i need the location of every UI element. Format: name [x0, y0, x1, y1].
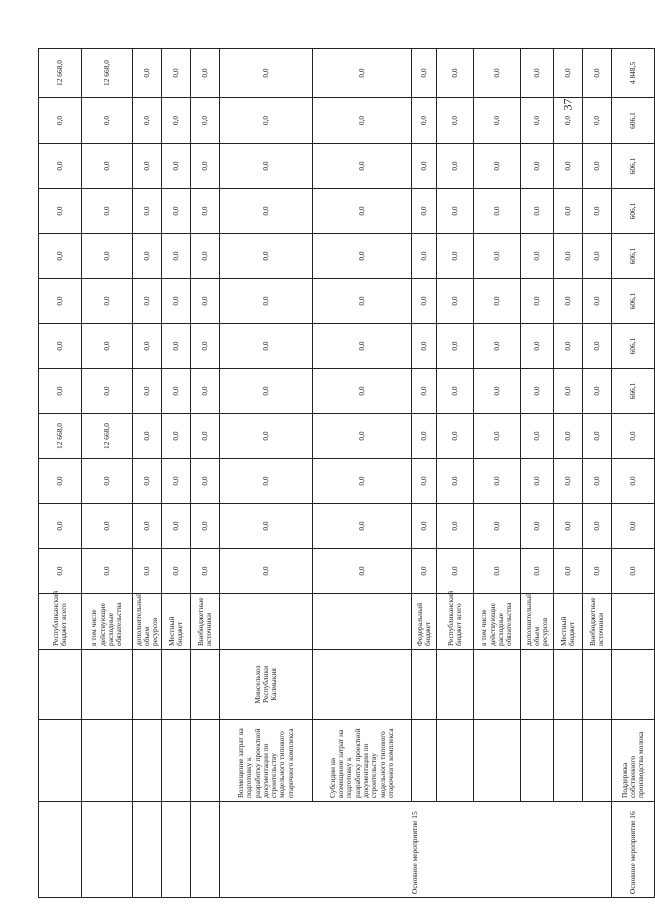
funding-source-label: в том числе действующие расходные обязательства	[82, 594, 133, 650]
value-cell: 0,0	[437, 279, 474, 324]
value-cell: 0,0	[583, 414, 612, 459]
value-cell: 0,0	[133, 49, 162, 98]
executor-cell	[313, 650, 412, 720]
value-cell: 0,0	[437, 369, 474, 414]
value-cell: 0,0	[220, 324, 313, 369]
value-cell: 0,0	[82, 459, 133, 504]
value-cell: 0,0	[191, 414, 220, 459]
value-cell: 0,0	[313, 98, 412, 144]
value-cell: 0,0	[554, 324, 583, 369]
value-cell: 0,0	[39, 98, 82, 144]
value-cell: 0,0	[313, 234, 412, 279]
value-cell: 0,0	[583, 504, 612, 549]
value-cell: 0,0	[82, 144, 133, 189]
funding-source-label: Внебюджетные источники	[191, 594, 220, 650]
table-row	[521, 49, 554, 898]
value-cell: 0,0	[412, 234, 437, 279]
value-cell: 0,0	[39, 189, 82, 234]
value-cell: 0,0	[474, 459, 521, 504]
value-cell: 0,0	[220, 98, 313, 144]
funding-source-label: Федеральный бюджет	[412, 594, 437, 650]
value-cell: 0,0	[412, 189, 437, 234]
value-cell: 0,0	[474, 414, 521, 459]
value-cell: 0,0	[474, 189, 521, 234]
value-cell: 0,0	[191, 144, 220, 189]
item-cell	[437, 720, 474, 802]
value-cell: 0,0	[521, 504, 554, 549]
value-cell: 0,0	[474, 279, 521, 324]
value-cell: 0,0	[133, 324, 162, 369]
value-cell: 0,0	[437, 324, 474, 369]
value-cell: 666,1	[612, 369, 655, 414]
value-cell: 12 668,0	[39, 49, 82, 98]
item-cell	[554, 720, 583, 802]
value-cell: 0,0	[412, 504, 437, 549]
value-cell: 0,0	[191, 234, 220, 279]
funding-source-label: дополнительный объем ресурсов	[521, 594, 554, 650]
value-cell: 0,0	[162, 98, 191, 144]
value-cell: 0,0	[583, 459, 612, 504]
event16-item: Поддержка собственного производства молока	[612, 720, 655, 802]
value-cell: 0,0	[554, 414, 583, 459]
value-cell: 0,0	[474, 49, 521, 98]
value-cell: 0,0	[437, 234, 474, 279]
executor-cell	[39, 650, 82, 720]
value-cell: 606,1	[612, 234, 655, 279]
value-cell: 0,0	[521, 189, 554, 234]
value-cell: 0,0	[313, 324, 412, 369]
event-cell	[191, 802, 220, 898]
event15-label: Основное мероприятие 15	[220, 802, 612, 898]
value-cell: 0,0	[162, 234, 191, 279]
value-cell: 0,0	[437, 414, 474, 459]
table-row	[554, 49, 583, 898]
value-cell: 0,0	[82, 549, 133, 594]
item-cell	[162, 720, 191, 802]
value-cell: 0,0	[521, 324, 554, 369]
value-cell: 0,0	[412, 369, 437, 414]
value-cell: 0,0	[583, 324, 612, 369]
table-row	[583, 49, 612, 898]
value-cell: 0,0	[133, 234, 162, 279]
value-cell: 0,0	[521, 98, 554, 144]
value-cell: 0,0	[554, 279, 583, 324]
value-cell: 0,0	[39, 234, 82, 279]
item-cell	[39, 720, 82, 802]
value-cell: 0,0	[39, 369, 82, 414]
value-cell: 0,0	[412, 459, 437, 504]
value-cell: 0,0	[162, 459, 191, 504]
value-cell: 0,0	[412, 549, 437, 594]
value-cell: 0,0	[521, 459, 554, 504]
value-cell: 0,0	[313, 459, 412, 504]
value-cell: 0,0	[162, 369, 191, 414]
value-cell: 0,0	[474, 369, 521, 414]
value-cell: 0,0	[39, 504, 82, 549]
budget-table	[38, 48, 646, 898]
value-cell: 0,0	[133, 98, 162, 144]
value-cell: 0,0	[412, 324, 437, 369]
table-row	[82, 49, 133, 898]
value-cell: 0,0	[554, 98, 583, 144]
value-cell: 0,0	[313, 189, 412, 234]
value-cell: 12 668,0	[82, 414, 133, 459]
table-row	[220, 49, 313, 898]
value-cell: 0,0	[583, 98, 612, 144]
value-cell: 0,0	[162, 324, 191, 369]
value-cell: 0,0	[583, 49, 612, 98]
value-cell: 0,0	[191, 49, 220, 98]
value-cell: 0,0	[82, 369, 133, 414]
value-cell: 0,0	[521, 279, 554, 324]
executor-cell	[437, 650, 474, 720]
event16-label: Основное мероприятие 16	[612, 802, 655, 898]
value-cell: 0,0	[313, 49, 412, 98]
value-cell: 0,0	[474, 504, 521, 549]
item-cell	[82, 720, 133, 802]
value-cell: 0,0	[521, 144, 554, 189]
value-cell: 0,0	[521, 49, 554, 98]
value-cell: 0,0	[583, 549, 612, 594]
table-row	[437, 49, 474, 898]
table-row	[313, 49, 412, 898]
value-cell: 0,0	[133, 414, 162, 459]
value-cell: 0,0	[583, 369, 612, 414]
funding-source-label: Местный бюджет	[162, 594, 191, 650]
event-cell	[82, 802, 133, 898]
value-cell: 0,0	[82, 234, 133, 279]
value-cell: 0,0	[220, 144, 313, 189]
value-cell: 0,0	[220, 234, 313, 279]
value-cell: 0,0	[162, 549, 191, 594]
item-cell	[133, 720, 162, 802]
value-cell: 0,0	[554, 234, 583, 279]
table-row	[191, 49, 220, 898]
value-cell: 0,0	[474, 549, 521, 594]
value-cell: 606,1	[612, 144, 655, 189]
value-cell: 0,0	[133, 189, 162, 234]
value-cell: 0,0	[133, 144, 162, 189]
value-cell: 0,0	[612, 549, 655, 594]
value-cell: 0,0	[583, 234, 612, 279]
value-cell: 0,0	[437, 549, 474, 594]
value-cell: 0,0	[412, 144, 437, 189]
value-cell: 0,0	[437, 144, 474, 189]
value-cell: 0,0	[220, 549, 313, 594]
table-row	[162, 49, 191, 898]
item-cell	[191, 720, 220, 802]
executor-cell	[583, 650, 612, 720]
value-cell: 0,0	[612, 504, 655, 549]
value-cell: 0,0	[162, 49, 191, 98]
page-number: 37	[560, 98, 575, 111]
value-cell: 0,0	[220, 414, 313, 459]
executor-cell	[412, 650, 437, 720]
value-cell: 0,0	[82, 504, 133, 549]
value-cell: 0,0	[220, 279, 313, 324]
value-cell: 0,0	[412, 49, 437, 98]
event-cell	[133, 802, 162, 898]
value-cell: 0,0	[554, 459, 583, 504]
executor-cell	[521, 650, 554, 720]
value-cell: 12 668,0	[82, 49, 133, 98]
value-cell: 0,0	[554, 369, 583, 414]
table-row	[612, 49, 655, 898]
value-cell: 0,0	[191, 369, 220, 414]
executor-cell	[82, 650, 133, 720]
item-cell	[521, 720, 554, 802]
value-cell: 0,0	[82, 279, 133, 324]
funding-source-label: Республиканский бюджет всего	[39, 594, 82, 650]
value-cell: 0,0	[437, 189, 474, 234]
funding-source-label: Внебюджетные источники	[583, 594, 612, 650]
value-cell: 0,0	[412, 279, 437, 324]
value-cell: 0,0	[554, 504, 583, 549]
value-cell: 4 848,5	[612, 49, 655, 98]
value-cell: 0,0	[437, 459, 474, 504]
value-cell: 12 668,0	[39, 414, 82, 459]
value-cell: 0,0	[162, 279, 191, 324]
funding-source-label: Республиканский бюджет всего	[437, 594, 474, 650]
event15-item: Возмещение затрат на подготовку к разработку проектной документации по строительству модельного типового отарочного комплекса	[220, 720, 313, 802]
value-cell: 0,0	[612, 459, 655, 504]
value-cell: 0,0	[313, 504, 412, 549]
funding-source-label	[220, 594, 313, 650]
value-cell: 0,0	[191, 504, 220, 549]
value-cell: 0,0	[313, 279, 412, 324]
value-cell: 0,0	[39, 324, 82, 369]
funding-source-label: Местный бюджет	[554, 594, 583, 650]
value-cell: 606,1	[612, 324, 655, 369]
value-cell: 0,0	[191, 324, 220, 369]
value-cell: 0,0	[220, 504, 313, 549]
executor-cell	[474, 650, 521, 720]
item-cell	[474, 720, 521, 802]
value-cell: 0,0	[133, 549, 162, 594]
value-cell: 0,0	[191, 98, 220, 144]
value-cell: 0,0	[437, 49, 474, 98]
value-cell: 0,0	[191, 279, 220, 324]
value-cell: 0,0	[521, 369, 554, 414]
value-cell: 0,0	[82, 189, 133, 234]
value-cell: 0,0	[554, 144, 583, 189]
value-cell: 0,0	[39, 549, 82, 594]
value-cell: 0,0	[313, 414, 412, 459]
item-cell	[412, 720, 437, 802]
table-row	[474, 49, 521, 898]
value-cell: 0,0	[437, 504, 474, 549]
value-cell: 0,0	[583, 144, 612, 189]
value-cell: 0,0	[474, 98, 521, 144]
value-cell: 0,0	[313, 549, 412, 594]
value-cell: 0,0	[521, 414, 554, 459]
value-cell: 0,0	[474, 144, 521, 189]
value-cell: 0,0	[412, 98, 437, 144]
value-cell: 0,0	[554, 549, 583, 594]
table-row	[412, 49, 437, 898]
executor-cell	[191, 650, 220, 720]
value-cell: 0,0	[133, 279, 162, 324]
funding-source-label: в том числе действующие расходные обязательства	[474, 594, 521, 650]
value-cell: 0,0	[313, 369, 412, 414]
value-cell: 0,0	[162, 189, 191, 234]
value-cell: 0,0	[191, 459, 220, 504]
value-cell: 0,0	[521, 234, 554, 279]
value-cell: 0,0	[220, 49, 313, 98]
value-cell: 0,0	[162, 414, 191, 459]
table-row	[133, 49, 162, 898]
value-cell: 0,0	[220, 459, 313, 504]
item-cell	[583, 720, 612, 802]
value-cell: 0,0	[39, 144, 82, 189]
value-cell: 0,0	[583, 189, 612, 234]
value-cell: 0,0	[162, 144, 191, 189]
value-cell: 0,0	[474, 234, 521, 279]
value-cell: 0,0	[39, 279, 82, 324]
event-cell	[162, 802, 191, 898]
value-cell: 0,0	[554, 49, 583, 98]
value-cell: 0,0	[191, 549, 220, 594]
executor-cell	[162, 650, 191, 720]
event15-item: Субсидии на возмещение затрат на подготовку к разработку проектной документации по строительству модельного типового отарочного комплекса	[313, 720, 412, 802]
value-cell: 0,0	[437, 98, 474, 144]
funding-source-label	[612, 594, 655, 650]
value-cell: 606,1	[612, 98, 655, 144]
value-cell: 0,0	[412, 414, 437, 459]
value-cell: 0,0	[133, 504, 162, 549]
value-cell: 0,0	[220, 189, 313, 234]
value-cell: 0,0	[133, 459, 162, 504]
value-cell: 0,0	[82, 98, 133, 144]
value-cell: 606,1	[612, 279, 655, 324]
event-cell	[39, 802, 82, 898]
value-cell: 0,0	[474, 324, 521, 369]
value-cell: 0,0	[220, 369, 313, 414]
value-cell: 0,0	[133, 369, 162, 414]
funding-source-label: дополнительный объем ресурсов	[133, 594, 162, 650]
value-cell: 0,0	[554, 189, 583, 234]
value-cell: 0,0	[521, 549, 554, 594]
executor-cell	[612, 650, 655, 720]
executor-cell	[554, 650, 583, 720]
value-cell: 0,0	[583, 279, 612, 324]
executor-cell	[133, 650, 162, 720]
value-cell: 0,0	[162, 504, 191, 549]
value-cell: 0,0	[82, 324, 133, 369]
executor-cell: Минсельхоз Республики Калмыкия	[220, 650, 313, 720]
value-cell: 0,0	[191, 189, 220, 234]
value-cell: 606,1	[612, 189, 655, 234]
table-row	[39, 49, 82, 898]
value-cell: 0,0	[612, 414, 655, 459]
value-cell: 0,0	[39, 459, 82, 504]
funding-source-label	[313, 594, 412, 650]
value-cell: 0,0	[313, 144, 412, 189]
